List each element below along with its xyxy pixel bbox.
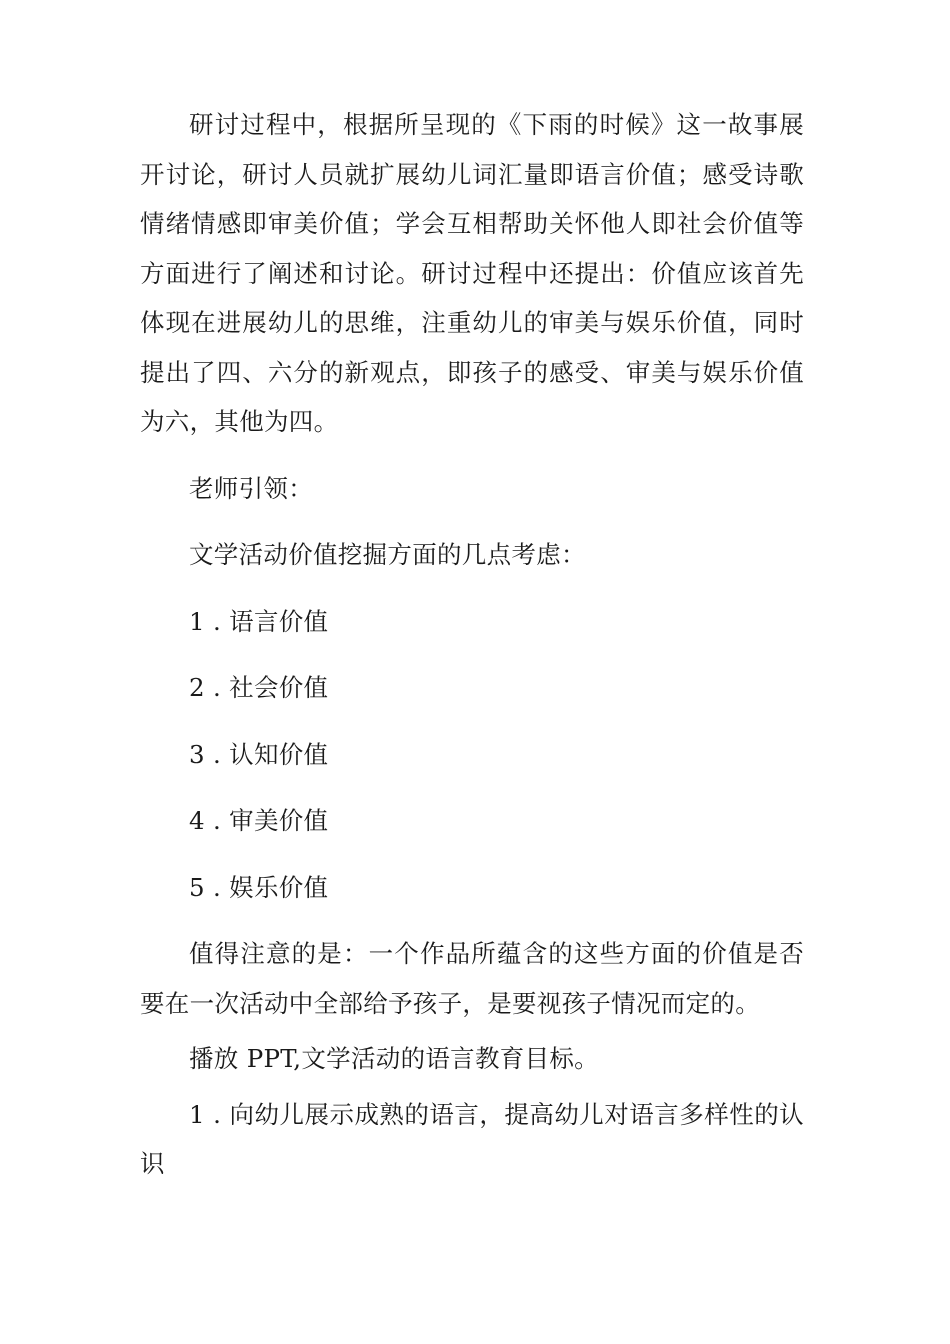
paragraph-note: 值得注意的是：一个作品所蕴含的这些方面的价值是否要在一次活动中全部给予孩子，是要视孩子情况而定的。	[140, 939, 804, 1018]
paragraph-discussion: 研讨过程中，根据所呈现的《下雨的时候》这一故事展开讨论，研讨人员就扩展幼儿词汇量即语言价值；感受诗歌情绪情感即审美价值；学会互相帮助关怀他人即社会价值等方面进行了阐述和讨论。研讨过程中还提出：价值应该首先体现在进展幼儿的思维，注重幼儿的审美与娱乐价值，同时提出了四、六分的新观点，即孩子的感受、审美与娱乐价值为六，其他为四。	[140, 110, 804, 436]
list-item-goal-1: 1 . 向幼儿展示成熟的语言，提高幼儿对语言多样性的认识	[140, 1099, 804, 1178]
paragraph-teacher-guide: 老师引领：	[189, 473, 313, 503]
list-item-aesthetic-value: 4 . 审美价值	[189, 806, 329, 835]
document-page	[140, 100, 804, 1189]
list-item-entertainment-value: 5 . 娱乐价值	[189, 872, 329, 902]
list-item-cognitive-value: 3 . 认知价值	[189, 739, 329, 769]
list-item-social-value: 2 . 社会价值	[189, 673, 329, 702]
paragraph-ppt: 播放 PPT,文学活动的语言教育目标。	[189, 1044, 599, 1073]
paragraph-considerations: 文学活动价值挖掘方面的几点考虑：	[189, 540, 586, 569]
list-item-language-value: 1 . 语言价值	[189, 606, 329, 636]
